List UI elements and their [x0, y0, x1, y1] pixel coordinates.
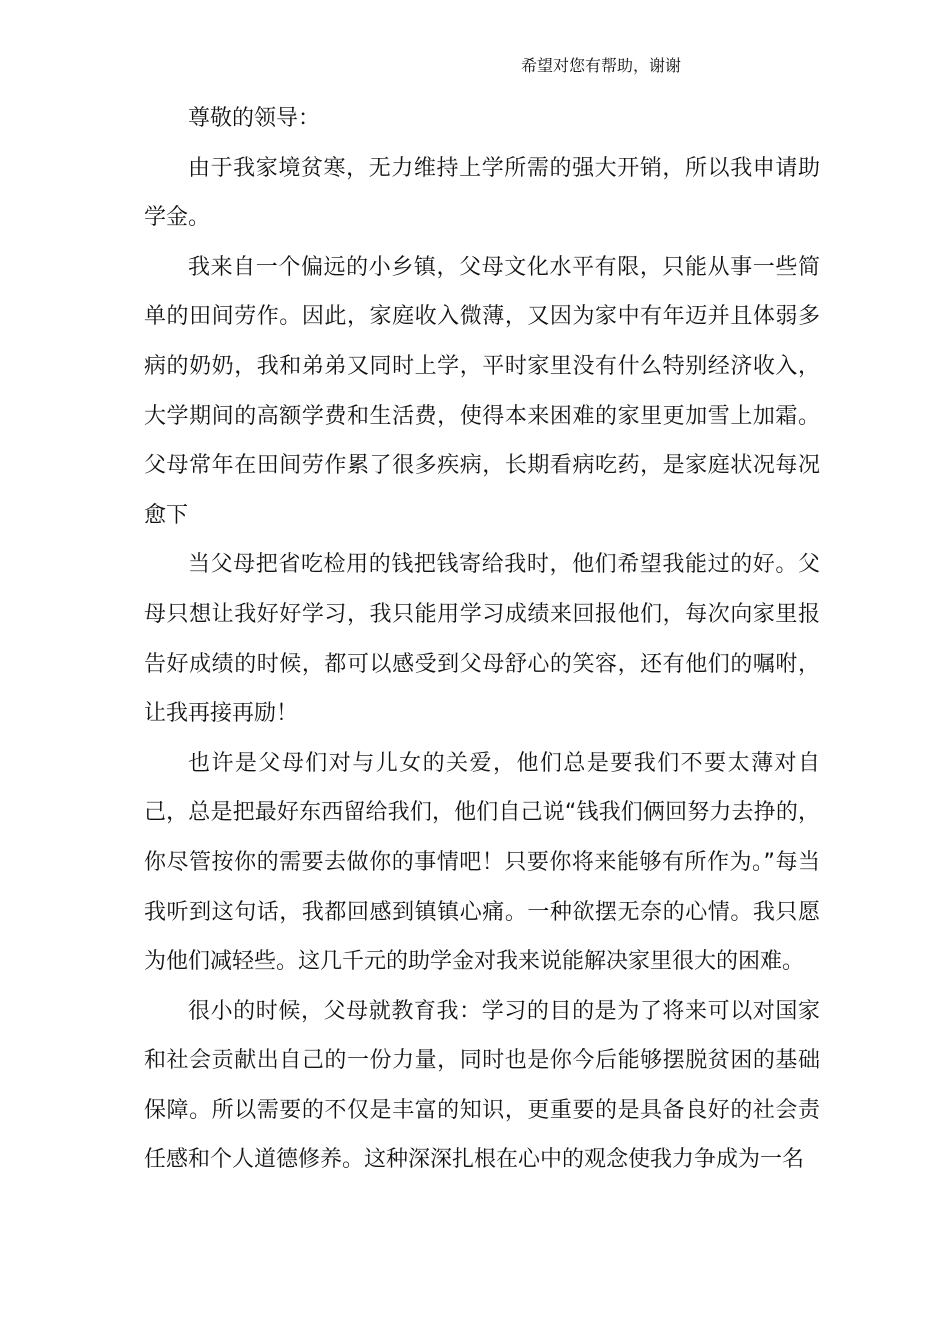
header-note: 希望对您有帮助，谢谢 — [521, 56, 682, 75]
salutation: 尊敬的领导： — [188, 106, 321, 131]
paragraph-2: 我来自一个偏远的小乡镇，父母文化水平有限，只能从事一些简单的田间劳作。因此，家庭收入微薄，又因为家中有年迈并且体弱多病的奶奶，我和弟弟又同时上学，平时家里没有什么特别经济收入，大学期间的高额学费和生活费，使得本来困难的家里更加雪上加霜。父母常年在田间劳作累了很多疾病，长期看病吃药，是家庭状况每况愈下 — [144, 254, 820, 528]
letter-body — [144, 94, 820, 1185]
paragraph-3: 当父母把省吃检用的钱把钱寄给我时，他们希望我能过的好。父母只想让我好好学习，我只能用学习成绩来回报他们，每次向家里报告好成绩的时候，都可以感受到父母舒心的笑容，还有他们的嘱咐，让我再接再励！ — [144, 552, 820, 727]
paragraph-1: 由于我家境贫寒，无力维持上学所需的强大开销，所以我申请助学金。 — [144, 155, 820, 231]
paragraph-4: 也许是父母们对与儿女的关爱，他们总是要我们不要太薄对自己，总是把最好东西留给我们，他们自己说“钱我们俩回努力去挣的，你尽管按你的需要去做你的事情吧！只要你将来能够有所作为。”每当我听到这句话，我都回感到镇镇心痛。一种欲摆无奈的心情。我只愿为他们减轻些。这几千元的助学金对我来说能解决家里很大的困难。 — [144, 750, 820, 975]
paragraph-5: 很小的时候，父母就教育我：学习的目的是为了将来可以对国家和社会贡献出自己的一份力量，同时也是你今后能够摆脱贫困的基础保障。所以需要的不仅是丰富的知识，更重要的是具备良好的社会责任感和个人道德修养。这种深深扎根在心中的观念使我力争成为一名 — [144, 998, 820, 1173]
